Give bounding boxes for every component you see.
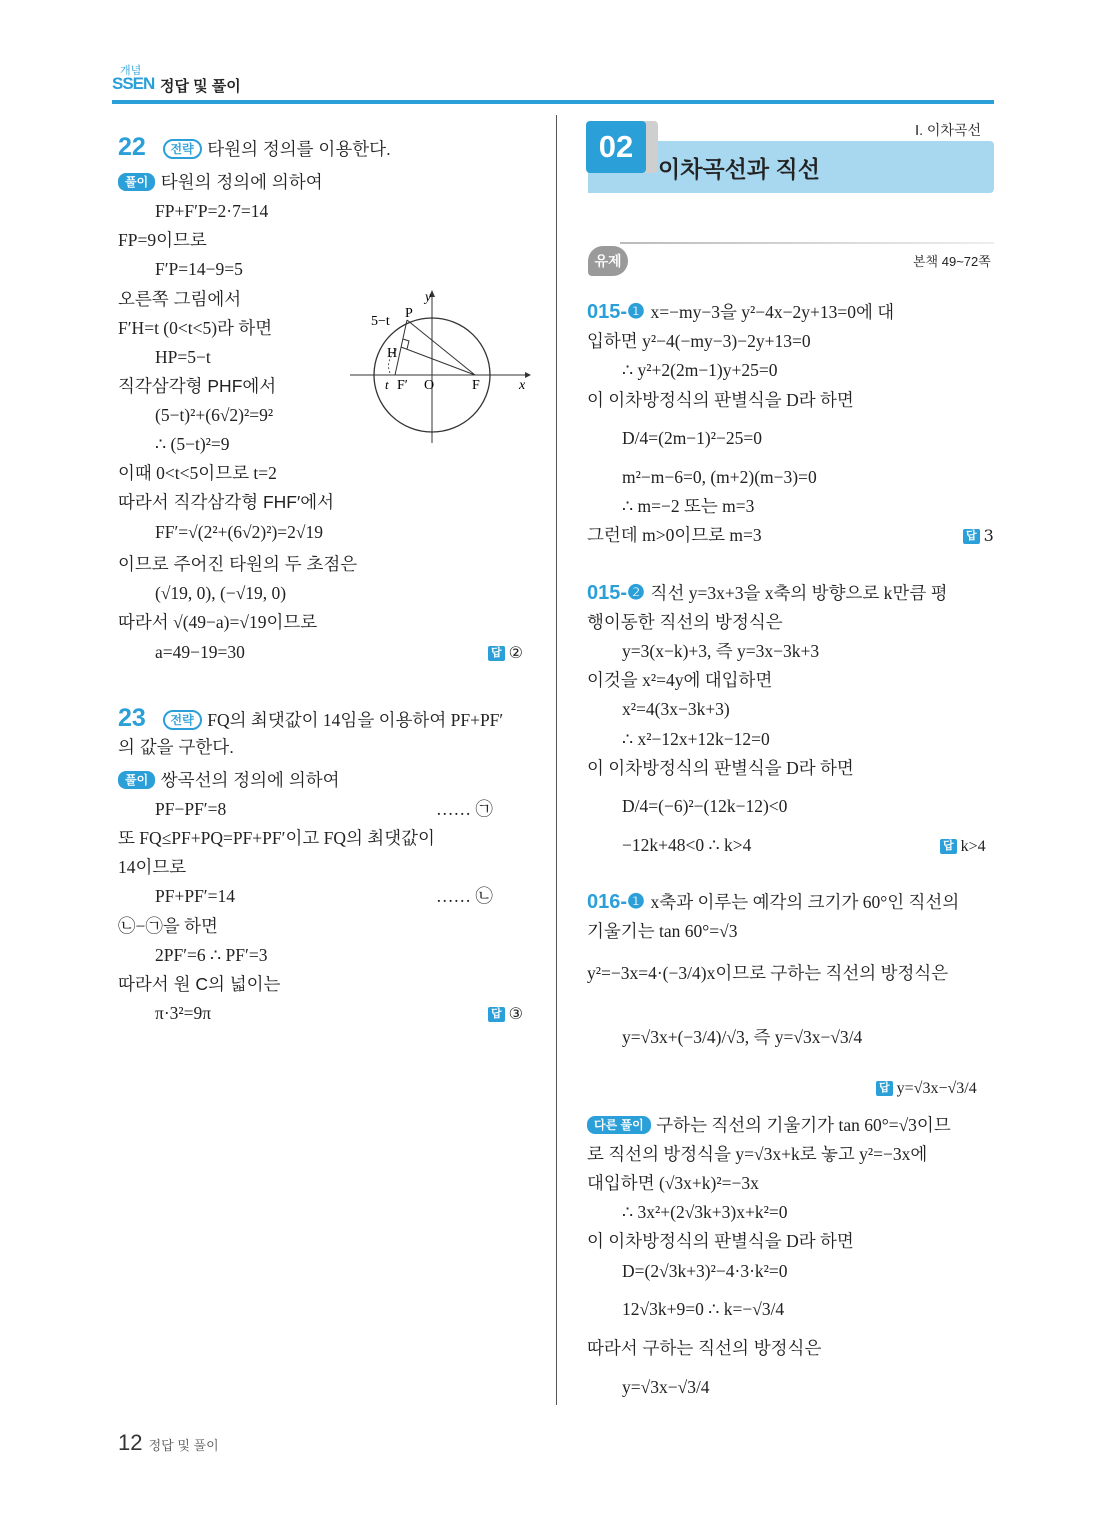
equation-line: PF+PF′=14 bbox=[155, 886, 235, 906]
page-reference: 본책 49~72쪽 bbox=[913, 254, 991, 269]
solution-tag: 풀이 bbox=[118, 173, 155, 191]
equation-line: 그런데 m>0이므로 m=3 bbox=[587, 525, 762, 545]
page-number: 12 bbox=[118, 1430, 143, 1455]
solution-text: 오른쪽 그림에서 bbox=[118, 289, 242, 309]
equation-line: F′H=t (0<t<5)라 하면 bbox=[118, 318, 273, 338]
solution-tag: 풀이 bbox=[118, 771, 155, 789]
label-O: O bbox=[424, 378, 435, 393]
label-P: P bbox=[405, 306, 413, 321]
equation-line: ∴ y²+2(2m−1)y+25=0 bbox=[622, 360, 778, 380]
label-t: t bbox=[385, 377, 389, 392]
solution-text: 따라서 직각삼각형 FHF′에서 bbox=[118, 492, 335, 512]
equation-line: 구하는 직선의 기울기가 tan 60°=√3이므 bbox=[656, 1115, 951, 1135]
problem-23-header bbox=[118, 704, 504, 732]
equation-line: a=49−19=30 bbox=[155, 642, 245, 662]
brand-logo bbox=[112, 62, 158, 102]
equation-line: 이 이차방정식의 판별식을 D라 하면 bbox=[587, 758, 854, 778]
equation-line: FP+F′P=2·7=14 bbox=[155, 201, 269, 221]
equation-line: −12k+48<0 ∴ k>4 bbox=[622, 835, 752, 855]
alt-solution-line bbox=[587, 1114, 951, 1137]
equation-line: m²−m−6=0, (m+2)(m−3)=0 bbox=[622, 467, 817, 487]
label-F: F bbox=[472, 378, 480, 393]
equation-line: 이것을 x²=4y에 대입하면 bbox=[587, 670, 773, 690]
header-title: 정답 및 풀이 bbox=[160, 78, 241, 95]
answer-value: ② bbox=[508, 643, 523, 662]
equation-line: (5−t)²+(6√2)²=9² bbox=[155, 405, 274, 425]
equation-line: FP=9이므로 bbox=[118, 230, 207, 250]
footer-text: 정답 및 풀이 bbox=[148, 1438, 219, 1453]
problem-number: 015-❷ bbox=[587, 582, 645, 604]
equation-line: 직선 y=3x+3을 x축의 방향으로 k만큼 평 bbox=[650, 583, 948, 603]
solution-text: 직각삼각형 PHF에서 bbox=[118, 376, 277, 396]
section-badge: 유제 bbox=[588, 246, 628, 276]
problem-016-1-header bbox=[587, 891, 959, 914]
equation-line: x=−my−3을 y²−4x−2y+13=0에 대 bbox=[650, 302, 895, 322]
problem-number: 23 bbox=[118, 704, 146, 732]
equation-line: D=(2√3k+3)²−4·3·k²=0 bbox=[622, 1261, 788, 1281]
section-rule bbox=[620, 242, 994, 244]
equation-line: 이때 0<t<5이므로 t=2 bbox=[118, 463, 277, 483]
equation-marker: …… ㉠ bbox=[436, 799, 493, 819]
equation-line: D/4=(2m−1)²−25=0 bbox=[622, 428, 762, 448]
logo-top-text: 개념 bbox=[120, 65, 142, 77]
equation-line: 2PF′=6 ∴ PF′=3 bbox=[155, 945, 268, 965]
equation-line: F′P=14−9=5 bbox=[155, 259, 243, 279]
answer-badge: 답 bbox=[488, 646, 505, 661]
problem-22-header bbox=[118, 133, 391, 161]
equation-line: ㉡−㉠을 하면 bbox=[118, 916, 218, 936]
header-rule bbox=[112, 100, 994, 104]
column-divider bbox=[556, 115, 557, 1405]
answer-value: ③ bbox=[508, 1004, 523, 1023]
answer-badge: 답 bbox=[963, 529, 980, 544]
solution-text: 따라서 구하는 직선의 방정식은 bbox=[587, 1338, 822, 1358]
right-angle-mark bbox=[403, 339, 409, 349]
chapter-number: 02 bbox=[586, 121, 646, 173]
equation-line: 이 이차방정식의 판별식을 D라 하면 bbox=[587, 1231, 854, 1251]
answer bbox=[488, 1004, 523, 1023]
equation-line: 로 직선의 방정식을 y=√3x+k로 놓고 y²=−3x에 bbox=[587, 1144, 928, 1164]
equation-line: y=3(x−k)+3, 즉 y=3x−3k+3 bbox=[622, 641, 820, 661]
label-5-minus-t: 5−t bbox=[371, 314, 390, 329]
equation-line: x²=4(3x−3k+3) bbox=[622, 699, 730, 719]
equation-line: π·3²=9π bbox=[155, 1003, 212, 1023]
equation-line: 대입하면 (√3x+k)²=−3x bbox=[587, 1173, 759, 1193]
x-axis-arrow bbox=[525, 372, 531, 378]
equation-line: ∴ m=−2 또는 m=3 bbox=[622, 496, 755, 516]
equation-line: 또 FQ≤PF+PQ=PF+PF′이고 FQ의 최댓값이 bbox=[118, 828, 435, 848]
answer-badge: 답 bbox=[876, 1081, 893, 1096]
equation-line: 기울기는 tan 60°=√3 bbox=[587, 921, 738, 941]
strategy-text: 타원의 정의를 이용한다. bbox=[207, 139, 391, 159]
label-H: H bbox=[387, 346, 398, 361]
problem-number: 22 bbox=[118, 133, 146, 161]
label-x: x bbox=[519, 378, 526, 393]
answer bbox=[963, 526, 994, 545]
solution-text: 쌍곡선의 정의에 의하여 bbox=[160, 770, 340, 790]
equation-line: FF′=√(2²+(6√2)²)=2√19 bbox=[155, 522, 324, 542]
problem-015-1-header bbox=[587, 301, 894, 324]
answer-badge: 답 bbox=[940, 839, 957, 854]
equation-line: (√19, 0), (−√19, 0) bbox=[155, 583, 287, 603]
chapter-title: 이차곡선과 직선 bbox=[658, 156, 820, 182]
solution-text: 이므로 주어진 타원의 두 초점은 bbox=[118, 554, 358, 574]
problem-015-2-header bbox=[587, 582, 948, 605]
answer bbox=[488, 643, 523, 662]
equation-marker: …… ㉡ bbox=[436, 886, 493, 906]
solution-line bbox=[118, 769, 340, 792]
solution-line bbox=[118, 171, 323, 194]
answer-value: y=√3x−√3/4 bbox=[896, 1080, 977, 1097]
answer bbox=[940, 836, 986, 856]
equation-line: ∴ x²−12x+12k−12=0 bbox=[622, 729, 770, 749]
answer-badge: 답 bbox=[488, 1007, 505, 1022]
equation-line: ∴ (5−t)²=9 bbox=[155, 434, 230, 454]
answer bbox=[876, 1078, 977, 1098]
equation-line: D/4=(−6)²−(12k−12)<0 bbox=[622, 796, 788, 816]
answer-value: k>4 bbox=[960, 838, 986, 855]
chapter-path: Ⅰ. 이차곡선 bbox=[915, 122, 982, 138]
equation-line: PF−PF′=8 bbox=[155, 799, 227, 819]
segment-HF bbox=[401, 347, 475, 375]
equation-line: 14이므로 bbox=[118, 857, 187, 877]
ellipse-figure bbox=[345, 285, 535, 445]
equation-line: 따라서 √(49−a)=√19이므로 bbox=[118, 612, 318, 632]
equation-line: HP=5−t bbox=[155, 347, 211, 367]
equation-line: 입하면 y²−4(−my−3)−2y+13=0 bbox=[587, 331, 811, 351]
solution-text: 타원의 정의에 의하여 bbox=[160, 172, 323, 192]
equation-line: y=√3x−√3/4 bbox=[622, 1377, 710, 1397]
equation-line: 12√3k+9=0 ∴ k=−√3/4 bbox=[622, 1299, 785, 1319]
solution-text: 행이동한 직선의 방정식은 bbox=[587, 612, 783, 632]
problem-number: 015-❶ bbox=[587, 301, 645, 323]
answer-value: 3 bbox=[983, 526, 994, 545]
equation-line: y²=−3x=4·(−3/4)x이므로 구하는 직선의 방정식은 bbox=[587, 963, 949, 983]
label-F2: F′ bbox=[397, 378, 408, 393]
equation-line: y=√3x+(−3/4)/√3, 즉 y=√3x−√3/4 bbox=[622, 1027, 863, 1047]
logo-main-text: SSEN bbox=[112, 74, 155, 93]
problem-number: 016-❶ bbox=[587, 891, 645, 913]
strategy-tag: 전략 bbox=[163, 139, 202, 159]
equation-line: ∴ 3x²+(2√3k+3)x+k²=0 bbox=[622, 1202, 788, 1222]
equation-line: x축과 이루는 예각의 크기가 60°인 직선의 bbox=[650, 892, 960, 912]
alt-solution-tag: 다른 풀이 bbox=[587, 1116, 651, 1134]
strategy-text: FQ의 최댓값이 14임을 이용하여 PF+PF′ bbox=[207, 710, 504, 730]
label-y: y bbox=[425, 290, 432, 305]
strategy-tag: 전략 bbox=[163, 710, 202, 730]
page-footer bbox=[118, 1430, 219, 1456]
equation-line: 이 이차방정식의 판별식을 D라 하면 bbox=[587, 390, 854, 410]
solution-text: 따라서 원 C의 넓이는 bbox=[118, 974, 281, 994]
strategy-text: 의 값을 구한다. bbox=[118, 737, 235, 757]
